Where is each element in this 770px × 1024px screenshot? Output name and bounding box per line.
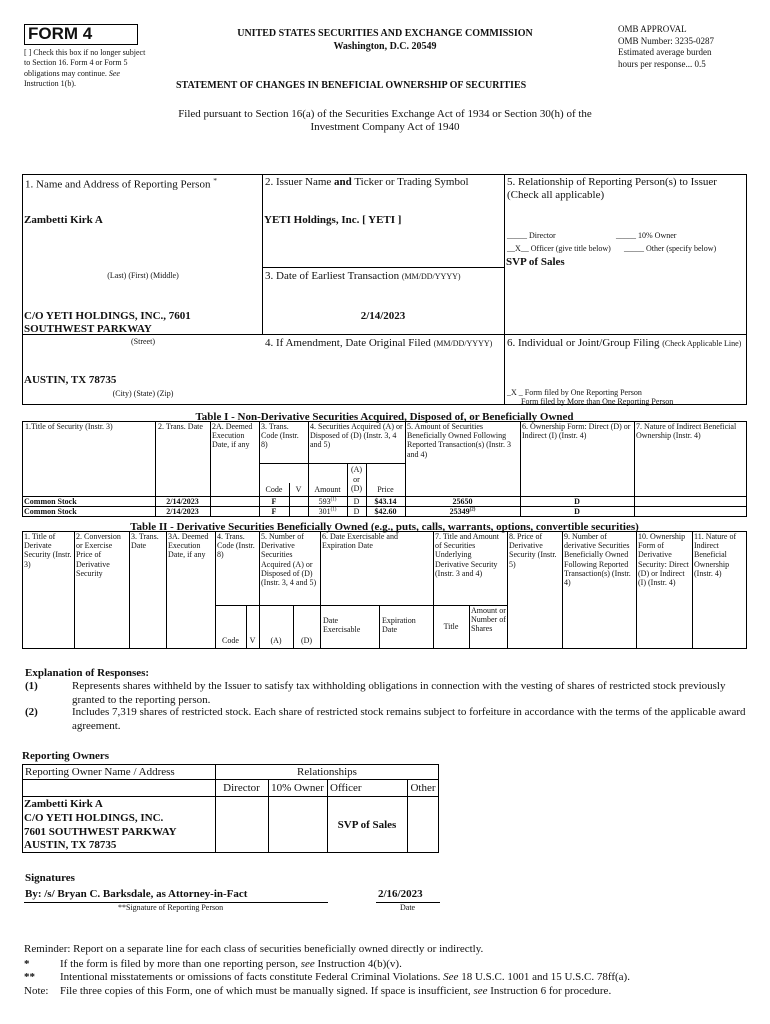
col xyxy=(215,531,216,649)
table1-row2-ad: D xyxy=(353,507,360,516)
col xyxy=(469,605,470,649)
table1-h6: 6. Ownership Form: Direct (D) or Indirect (I) (Instr. 4) xyxy=(522,422,631,441)
table1-row2-form: D xyxy=(574,507,580,516)
footer-dstar-see: See xyxy=(443,971,459,983)
check-box-statement: [ ] Check this box if no longer subject to Section 16. Form 4 or Form 5 obligations may continue. xyxy=(24,48,146,78)
city-label: (City) (State) (Zip) xyxy=(112,389,174,398)
table2-h5: 5. Number of Derivative Securities Acquired (A) or Disposed of (D) (Instr. 3, 4 and 5) xyxy=(261,532,317,587)
statement-title: STATEMENT OF CHANGES IN BENEFICIAL OWNERSHIP OF SECURITIES xyxy=(176,80,527,91)
col xyxy=(166,531,167,649)
issuer-label-pre: 2. Issuer Name xyxy=(265,176,335,188)
table2-h2: 2. Conversion or Exercise Price of Derivative Security xyxy=(76,532,121,578)
table2-sub-d: (D) xyxy=(300,636,313,645)
table1-row2-owned-value: 25349 xyxy=(449,507,470,516)
table1-sub-code: Code xyxy=(265,485,283,494)
earliest-transaction-label xyxy=(265,270,461,282)
divider xyxy=(262,267,504,268)
earliest-transaction-date: 2/14/2023 xyxy=(360,310,406,322)
explanation-2-num: (2) xyxy=(25,706,38,718)
footer-star-text xyxy=(60,958,402,970)
relationship-officer: __X__ Officer (give title below) xyxy=(507,244,611,253)
amendment-label-text: 4. If Amendment, Date Original Filed xyxy=(265,337,431,349)
relationship-ten-pct-owner: _____ 10% Owner xyxy=(616,231,677,240)
footer-dstar-mark: ** xyxy=(24,971,35,983)
owners-col-relationships: Relationships xyxy=(297,766,357,778)
table2-h1: 1. Title of Derivate Security (Instr. 3) xyxy=(24,532,72,569)
table1-h7: 7. Nature of Indirect Beneficial Ownership (Instr. 4) xyxy=(636,422,737,441)
table2-sub-exercisable: Date Exercisable xyxy=(323,616,361,635)
omb-approval xyxy=(618,24,714,71)
col xyxy=(634,421,635,517)
officer-title: SVP of Sales xyxy=(506,256,565,268)
footer-star-see: see xyxy=(300,958,315,970)
footer-note-see: see xyxy=(473,985,488,997)
table1-row1-code: F xyxy=(271,497,277,506)
filed-pursuant-2: Investment Company Act of 1940 xyxy=(310,121,460,133)
table1-sub-price: Price xyxy=(377,485,394,494)
table1-h2: 2. Trans. Date xyxy=(158,422,203,431)
owners-address xyxy=(24,798,177,853)
owners-divider xyxy=(22,796,439,797)
signature-date: 2/16/2023 xyxy=(378,888,423,900)
col xyxy=(692,531,693,649)
explanation-1-text: Represents shares withheld by the Issuer to satisfy tax withholding obligations in connection with the vesting of shares of restricted stock previously granted to the reporting person. xyxy=(72,680,726,706)
relationship-label-2: (Check all applicable) xyxy=(507,189,605,201)
filing-label-text: 6. Individual or Joint/Group Filing xyxy=(507,337,660,349)
table1-header-split xyxy=(259,463,405,464)
table1-sub-amount: Amount xyxy=(314,485,341,494)
col xyxy=(636,531,637,649)
owners-col-other: Other xyxy=(410,782,436,794)
check-box-instruction: Instruction 1(b). xyxy=(24,79,76,89)
table1-row1-ad: D xyxy=(353,497,360,506)
omb-line-1: OMB APPROVAL xyxy=(618,24,687,34)
table2-sub-title: Title xyxy=(443,622,459,631)
header-boxes-frame xyxy=(22,174,747,405)
explanation-2-text: Includes 7,319 shares of restricted stock. Each share of restricted stock remains subject to forfeiture in accordance with the terms of the applicable award agreement. xyxy=(72,706,746,732)
agency-line-2: Washington, D.C. 20549 xyxy=(333,41,437,52)
col xyxy=(562,531,563,649)
owners-addr-4: AUSTIN, TX 78735 xyxy=(24,839,117,852)
filed-pursuant-1: Filed pursuant to Section 16(a) of the Securities Exchange Act of 1934 or Section 30(h) of the xyxy=(178,108,592,120)
table2-h4: 4. Trans. Code (Instr. 8) xyxy=(217,532,255,560)
owners-addr-3: 7601 SOUTHWEST PARKWAY xyxy=(24,825,177,838)
agency-line-1: UNITED STATES SECURITIES AND EXCHANGE COMMISSION xyxy=(237,28,533,39)
street-line-2: SOUTHWEST PARKWAY xyxy=(24,323,152,335)
reporting-person-label-text: 1. Name and Address of Reporting Person xyxy=(25,178,211,191)
reporting-person-label-star: * xyxy=(213,176,217,185)
filing-label xyxy=(507,337,743,350)
relationship-label-1: 5. Relationship of Reporting Person(s) to Issuer xyxy=(507,176,717,188)
col xyxy=(129,531,130,649)
signature-by: By: /s/ Bryan C. Barksdale, as Attorney-in-Fact xyxy=(25,888,248,900)
col xyxy=(379,605,380,649)
footer-note-mark: Note: xyxy=(24,985,49,997)
table1-row1-owned: 25650 xyxy=(452,497,473,506)
table1-h1: 1.Title of Security (Instr. 3) xyxy=(25,422,113,431)
table1-row1-form: D xyxy=(574,497,580,506)
table2-sub-code: Code xyxy=(222,636,239,645)
filing-multi-person: ___ Form filed by More than One Reporting Person xyxy=(507,397,674,406)
reporting-person-name: Zambetti Kirk A xyxy=(24,214,103,226)
table1-row2-title: Common Stock xyxy=(24,507,77,516)
table1-row2-date: 2/14/2023 xyxy=(166,507,199,516)
relationship-director: _____ Director xyxy=(507,231,556,240)
amendment-label-format: (MM/DD/YYYY) xyxy=(433,339,493,348)
owners-col-ten: 10% Owner xyxy=(271,782,324,794)
table2-sub-a: (A) xyxy=(270,636,282,645)
table1-row2-amount xyxy=(308,507,347,516)
table1-row1-amount-value: 593 xyxy=(318,497,331,506)
last-first-middle-label: (Last) (First) (Middle) xyxy=(107,271,179,280)
owners-col-officer: Officer xyxy=(330,782,362,794)
divider xyxy=(504,174,505,334)
city-state-zip: AUSTIN, TX 78735 xyxy=(24,374,117,386)
table2-h3: 3. Trans. Date xyxy=(131,532,159,551)
signature-date-label: Date xyxy=(400,903,416,912)
owners-addr-2: C/O YETI HOLDINGS, INC. xyxy=(24,811,164,824)
footer-note-text xyxy=(60,985,611,997)
col xyxy=(259,531,260,649)
explanation-heading: Explanation of Responses: xyxy=(25,667,150,679)
footer-reminder: Reminder: Report on a separate line for each class of securities beneficially owned directly or indirectly. xyxy=(24,943,484,955)
check-box-text xyxy=(24,48,152,90)
owners-col xyxy=(327,779,328,853)
owners-officer-value: SVP of Sales xyxy=(337,819,397,831)
table1-h3: 3. Trans. Code (Instr. 8) xyxy=(261,422,299,450)
footer-star-post: Instruction 4(b)(v). xyxy=(314,958,402,970)
footer-note-post: Instruction 6 for procedure. xyxy=(487,985,612,997)
table2-title-text: Table II - Derivative Securities Beneficially Owned (e.g., puts, calls, warrants, options, convertible securities) xyxy=(130,521,639,533)
table2-h11: 11. Nature of Indirect Beneficial Ownership (Instr. 4) xyxy=(694,532,737,578)
earliest-label-format: (MM/DD/YYYY) xyxy=(401,272,461,281)
owners-divider xyxy=(22,779,215,780)
table1-sub-ad: (A) or (D) xyxy=(350,465,363,494)
explanation-1-num: (1) xyxy=(25,680,38,692)
table1-row1-price: $43.14 xyxy=(374,497,397,506)
col xyxy=(507,531,508,649)
earliest-label-text: 3. Date of Earliest Transaction xyxy=(265,270,400,282)
table2-h7: 7. Title and Amount of Securities Underlying Derivative Security (Instr. 3 and 4) xyxy=(435,532,500,578)
table2-sub-v: V xyxy=(249,636,256,645)
owners-col-director: Director xyxy=(223,782,260,794)
table1-h5: 5. Amount of Securities Beneficially Owned Following Reported Transaction(s) (Instr. 3 and 4) xyxy=(407,422,511,459)
table1-row2-amount-value: 301 xyxy=(318,507,331,516)
table1-row2-owned-fn: (2) xyxy=(469,507,476,513)
col xyxy=(210,421,211,517)
table1-row2-code: F xyxy=(271,507,277,516)
table1-row2-owned xyxy=(405,507,520,516)
table1-title: Table I - Non-Derivative Securities Acquired, Disposed of, or Beneficially Owned xyxy=(195,411,574,423)
footer-star-mark: * xyxy=(24,958,30,970)
table1-h4: 4. Securities Acquired (A) or Disposed of (D) (Instr. 3, 4 and 5) xyxy=(310,422,403,450)
signature-label: **Signature of Reporting Person xyxy=(118,903,224,912)
table2-h9: 9. Number of derivative Securities Beneficially Owned Following Reported Transaction(s) (Instr. 4) xyxy=(564,532,631,587)
owners-addr-1: Zambetti Kirk A xyxy=(24,798,103,810)
table1-sub-v: V xyxy=(295,485,302,494)
footer-dstar-post: 18 U.S.C. 1001 and 15 U.S.C. 78ff(a). xyxy=(458,971,630,983)
street-label: (Street) xyxy=(131,337,155,346)
issuer-name: YETI Holdings, Inc. [ YETI ] xyxy=(264,214,402,226)
filing-label-small: (Check Applicable Line) xyxy=(662,339,742,348)
owners-col-name: Reporting Owner Name / Address xyxy=(25,766,175,778)
table1-row2-price: $42.60 xyxy=(374,507,397,516)
table2-h10: 10. Ownership Form of Derivative Security: Direct (D) or Indirect (I) (Instr. 4) xyxy=(638,532,689,587)
table1-row1-date: 2/14/2023 xyxy=(166,497,199,506)
col xyxy=(74,531,75,649)
table1-row1-amount xyxy=(308,497,347,506)
col xyxy=(433,531,434,649)
table1-row1-title: Common Stock xyxy=(24,497,77,506)
footer-dstar-pre: Intentional misstatements or omissions of facts constitute Federal Criminal Violations. xyxy=(60,971,444,983)
table1-row1-fn: (1) xyxy=(330,497,337,503)
issuer-label-post: Ticker or Trading Symbol xyxy=(351,176,469,188)
col xyxy=(320,531,321,649)
table2-split xyxy=(215,605,507,606)
footer-star-pre: If the form is filed by more than one reporting person, xyxy=(60,958,301,970)
table2-h6: 6. Date Exercisable and Expiration Date xyxy=(322,532,398,551)
table1-h2a: 2A. Deemed Execution Date, if any xyxy=(212,422,253,450)
omb-line-2: OMB Number: 3235-0287 xyxy=(618,35,714,46)
footer-dstar-text xyxy=(60,971,630,983)
omb-line-4: hours per response... 0.5 xyxy=(618,59,706,70)
issuer-label xyxy=(265,176,469,188)
signatures-heading: Signatures xyxy=(25,872,75,884)
filing-one-person: _X _ Form filed by One Reporting Person xyxy=(507,388,642,397)
check-box-see: See xyxy=(108,68,120,78)
relationship-other: _____ Other (specify below) xyxy=(624,244,717,253)
table2-h8: 8. Price of Derivative Security (Instr. 5) xyxy=(509,532,557,569)
form-title: FORM 4 xyxy=(28,24,93,43)
table2-sub-amount: Amount or Number of Shares xyxy=(471,606,506,634)
street-line-1: C/O YETI HOLDINGS, INC., 7601 xyxy=(24,310,191,322)
footer-note-pre: File three copies of this Form, one of which must be manually signed. If space is insufficient, xyxy=(60,985,474,997)
issuer-label-and: and xyxy=(334,176,352,188)
amendment-label xyxy=(265,337,492,349)
table2-h3a: 3A. Deemed Execution Date, if any xyxy=(168,532,209,560)
reporting-person-label xyxy=(25,176,217,191)
divider xyxy=(504,334,505,405)
owners-heading: Reporting Owners xyxy=(22,750,110,762)
omb-line-3: Estimated average burden xyxy=(618,47,712,58)
table2-sub-expiration: Expiration Date xyxy=(382,616,416,635)
table1-row2-fn: (1) xyxy=(330,507,337,513)
